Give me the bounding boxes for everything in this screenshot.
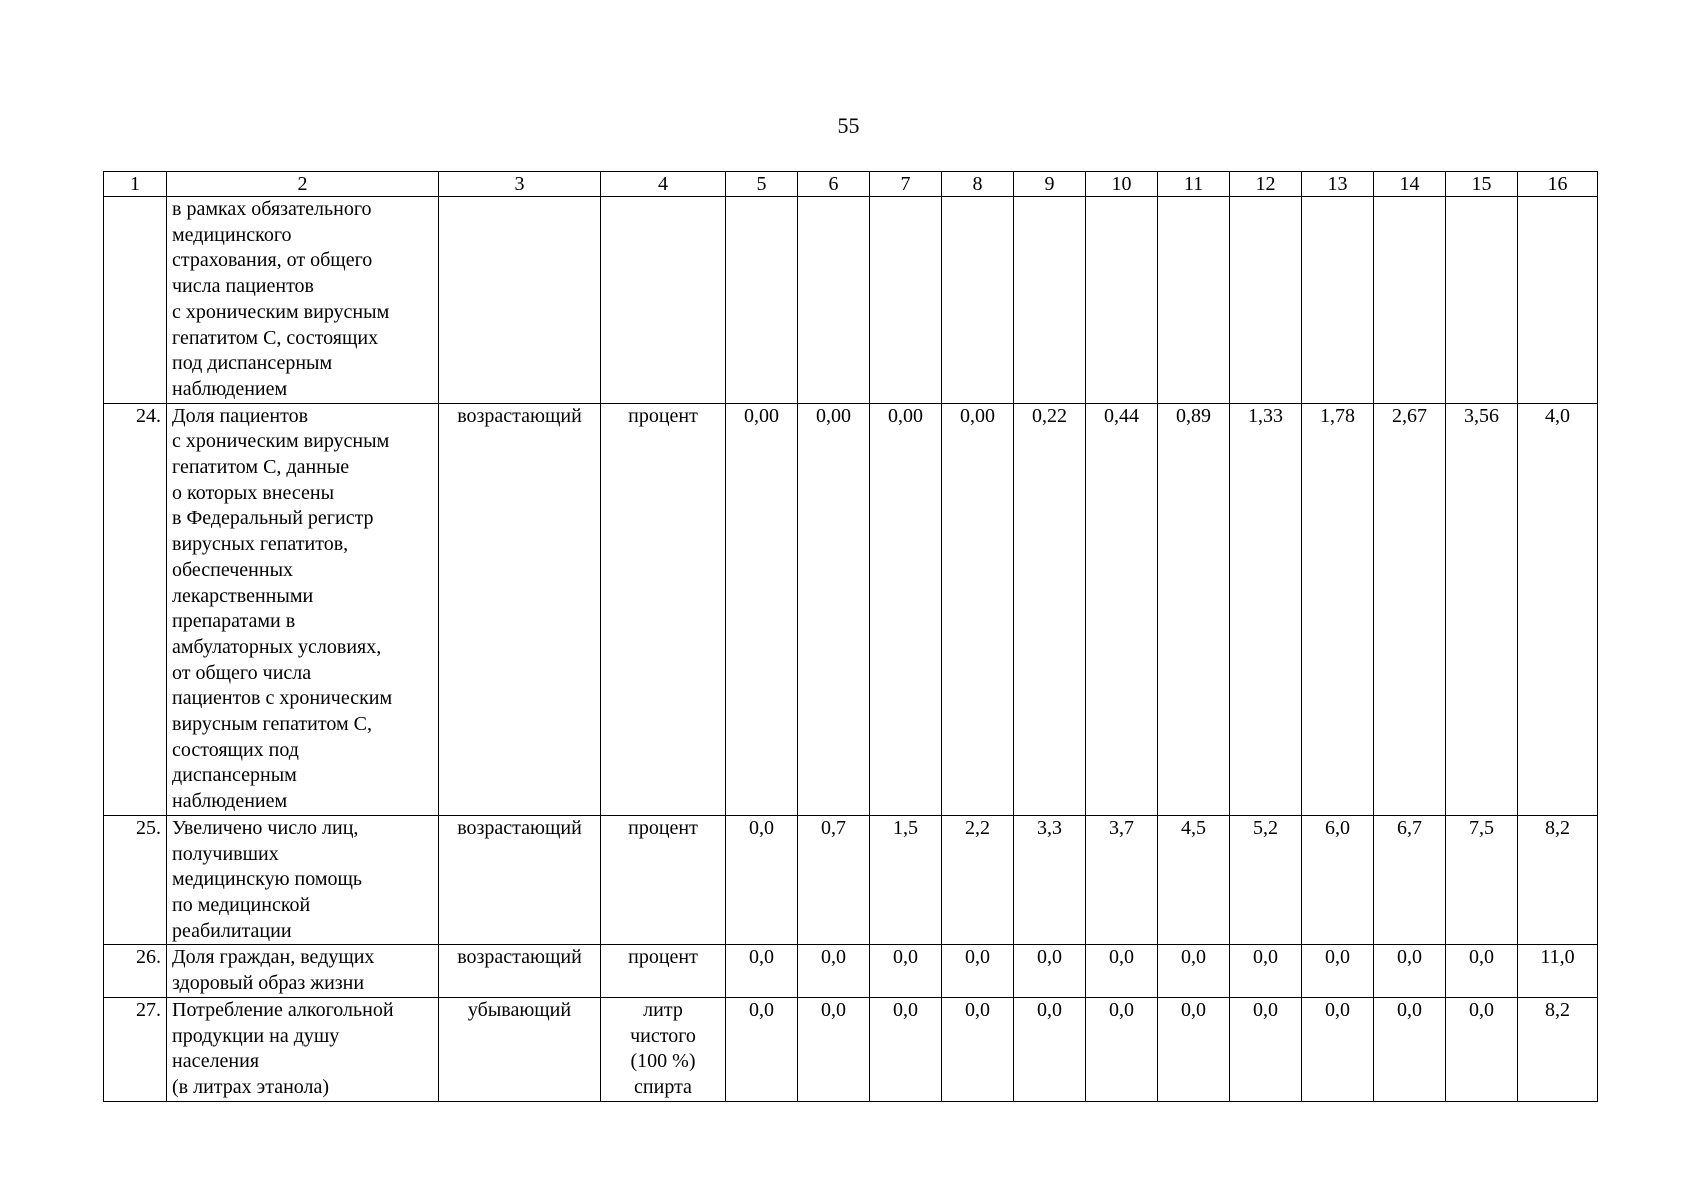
column-number-header: 13 <box>1302 172 1374 197</box>
value-cell: 0,0 <box>1302 945 1374 997</box>
value-cell <box>1086 197 1158 404</box>
indicator-direction: возрастающий <box>439 815 601 945</box>
value-cell: 0,0 <box>1230 945 1302 997</box>
value-cell: 11,0 <box>1518 945 1598 997</box>
value-cell: 3,56 <box>1446 403 1518 815</box>
value-cell: 0,0 <box>1086 997 1158 1101</box>
table-row <box>104 403 1598 815</box>
value-cell: 0,0 <box>1014 997 1086 1101</box>
indicators-table <box>103 171 1598 1102</box>
value-cell: 0,0 <box>1446 997 1518 1101</box>
value-cell: 0,0 <box>1014 945 1086 997</box>
indicator-direction <box>439 197 601 404</box>
unit-of-measure: литр чистого (100 %) спирта <box>601 997 726 1101</box>
value-cell <box>1374 197 1446 404</box>
value-cell: 0,7 <box>798 815 870 945</box>
unit-of-measure: процент <box>601 815 726 945</box>
column-number-header: 14 <box>1374 172 1446 197</box>
table-row-continuation <box>104 197 1598 404</box>
value-cell: 0,00 <box>870 403 942 815</box>
table-row <box>104 945 1598 997</box>
column-number-header: 10 <box>1086 172 1158 197</box>
header-row <box>104 172 1598 197</box>
value-cell: 0,0 <box>1086 945 1158 997</box>
value-cell: 0,0 <box>1374 997 1446 1101</box>
value-cell: 0,0 <box>798 945 870 997</box>
column-number-header: 11 <box>1158 172 1230 197</box>
value-cell: 0,44 <box>1086 403 1158 815</box>
column-number-header: 6 <box>798 172 870 197</box>
indicator-name: Доля пациентов с хроническим вирусным гепатитом С, данные о которых внесены в Федеральный регистр вирусных гепатитов, обеспеченных лекарственными препаратами в амбулаторных условиях, от общего числа пациентов с хроническим вирусным гепатитом С, состоящих под диспансерным наблюдением <box>167 403 439 815</box>
value-cell: 1,5 <box>870 815 942 945</box>
indicator-direction: возрастающий <box>439 945 601 997</box>
column-number-header: 2 <box>167 172 439 197</box>
unit-of-measure: процент <box>601 403 726 815</box>
value-cell: 0,0 <box>726 815 798 945</box>
value-cell: 0,0 <box>1158 997 1230 1101</box>
row-number: 27. <box>104 997 167 1101</box>
value-cell: 0,0 <box>726 945 798 997</box>
column-number-header: 15 <box>1446 172 1518 197</box>
indicator-name: Увеличено число лиц, получивших медицинскую помощь по медицинской реабилитации <box>167 815 439 945</box>
value-cell: 4,5 <box>1158 815 1230 945</box>
column-number-header: 1 <box>104 172 167 197</box>
value-cell <box>726 197 798 404</box>
value-cell <box>942 197 1014 404</box>
value-cell <box>870 197 942 404</box>
indicator-direction: убывающий <box>439 997 601 1101</box>
value-cell: 8,2 <box>1518 997 1598 1101</box>
value-cell: 0,0 <box>870 997 942 1101</box>
value-cell: 4,0 <box>1518 403 1598 815</box>
value-cell: 0,22 <box>1014 403 1086 815</box>
value-cell: 5,2 <box>1230 815 1302 945</box>
value-cell: 0,0 <box>1302 997 1374 1101</box>
value-cell: 2,2 <box>942 815 1014 945</box>
value-cell: 0,0 <box>798 997 870 1101</box>
table-row <box>104 815 1598 945</box>
unit-of-measure <box>601 197 726 404</box>
value-cell <box>1230 197 1302 404</box>
value-cell: 6,0 <box>1302 815 1374 945</box>
row-number: 25. <box>104 815 167 945</box>
unit-of-measure: процент <box>601 945 726 997</box>
value-cell <box>1518 197 1598 404</box>
value-cell <box>1158 197 1230 404</box>
indicator-name: в рамках обязательного медицинского страхования, от общего числа пациентов с хроническим вирусным гепатитом С, состоящих под диспансерным наблюдением <box>167 197 439 404</box>
indicator-name: Потребление алкогольной продукции на душу населения (в литрах этанола) <box>167 997 439 1101</box>
column-number-header: 8 <box>942 172 1014 197</box>
column-number-header: 5 <box>726 172 798 197</box>
column-number-header: 12 <box>1230 172 1302 197</box>
value-cell: 7,5 <box>1446 815 1518 945</box>
value-cell: 6,7 <box>1374 815 1446 945</box>
value-cell: 0,0 <box>1230 997 1302 1101</box>
value-cell: 1,78 <box>1302 403 1374 815</box>
value-cell: 8,2 <box>1518 815 1598 945</box>
column-number-header: 16 <box>1518 172 1598 197</box>
value-cell <box>1014 197 1086 404</box>
value-cell: 0,0 <box>1446 945 1518 997</box>
value-cell: 0,00 <box>942 403 1014 815</box>
value-cell: 3,7 <box>1086 815 1158 945</box>
table-row <box>104 997 1598 1101</box>
indicator-direction: возрастающий <box>439 403 601 815</box>
value-cell: 0,0 <box>726 997 798 1101</box>
value-cell: 0,0 <box>942 945 1014 997</box>
column-number-header: 3 <box>439 172 601 197</box>
value-cell: 0,0 <box>870 945 942 997</box>
row-number: 26. <box>104 945 167 997</box>
value-cell <box>798 197 870 404</box>
column-number-header: 7 <box>870 172 942 197</box>
value-cell <box>1446 197 1518 404</box>
indicator-name: Доля граждан, ведущих здоровый образ жизни <box>167 945 439 997</box>
value-cell: 0,00 <box>726 403 798 815</box>
column-number-header: 9 <box>1014 172 1086 197</box>
value-cell: 1,33 <box>1230 403 1302 815</box>
value-cell: 0,0 <box>942 997 1014 1101</box>
value-cell: 2,67 <box>1374 403 1446 815</box>
value-cell: 0,0 <box>1374 945 1446 997</box>
value-cell <box>1302 197 1374 404</box>
value-cell: 0,89 <box>1158 403 1230 815</box>
value-cell: 0,0 <box>1158 945 1230 997</box>
row-number <box>104 197 167 404</box>
value-cell: 3,3 <box>1014 815 1086 945</box>
row-number: 24. <box>104 403 167 815</box>
value-cell: 0,00 <box>798 403 870 815</box>
page-number: 55 <box>837 113 860 138</box>
column-number-header: 4 <box>601 172 726 197</box>
